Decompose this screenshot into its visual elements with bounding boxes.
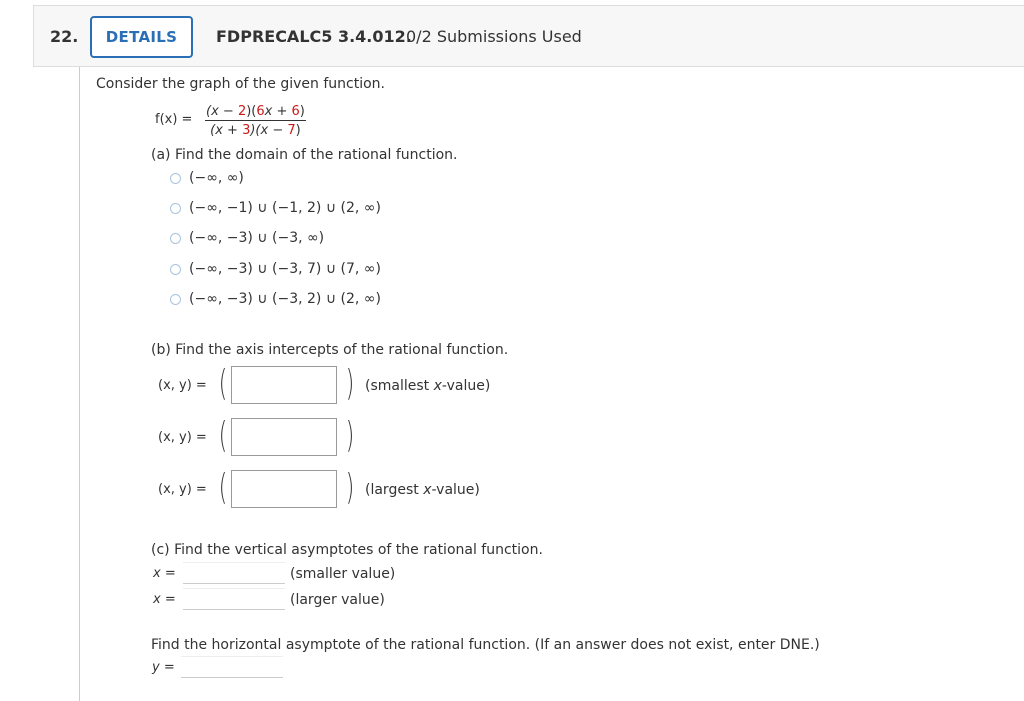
part-a-label: (a) Find the domain of the rational function. (151, 147, 458, 163)
intercept-2-label: (x, y) = (158, 430, 207, 445)
domain-option-2[interactable]: (−∞, −1) ∪ (−1, 2) ∪ (2, ∞) (189, 200, 381, 216)
intercept-3-note: (largest x-value) (365, 482, 480, 498)
intercept-3-label: (x, y) = (158, 482, 207, 497)
part-c-label: (c) Find the vertical asymptotes of the rational function. (151, 542, 543, 558)
intercept-1-note: (smallest x-value) (365, 378, 491, 394)
intercept-2-close-paren: ) (345, 415, 355, 456)
horizontal-asymptote-input[interactable] (181, 656, 283, 678)
intercept-3-close-paren: ) (345, 467, 355, 508)
details-button[interactable]: DETAILS (90, 16, 193, 58)
vertical-asymptote-2-note: (larger value) (290, 592, 385, 608)
function-fraction (205, 104, 306, 138)
vertical-asymptote-1-note: (smaller value) (290, 566, 396, 582)
vertical-asymptote-2-input[interactable] (183, 588, 285, 610)
domain-radio-5[interactable] (170, 294, 181, 305)
domain-option-3[interactable]: (−∞, −3) ∪ (−3, ∞) (189, 230, 325, 246)
function-denominator: (x + 3)(x − 7) (210, 123, 301, 138)
part-b-label: (b) Find the axis intercepts of the rational function. (151, 342, 509, 358)
domain-option-5[interactable]: (−∞, −3) ∪ (−3, 2) ∪ (2, ∞) (189, 291, 381, 307)
intercept-1-open-paren: ( (218, 363, 228, 404)
function-numerator: (x − 2)(6x + 6) (206, 104, 305, 119)
domain-radio-1[interactable] (170, 173, 181, 184)
intercept-1-close-paren: ) (345, 363, 355, 404)
content-left-border (79, 67, 80, 701)
domain-option-1[interactable]: (−∞, ∞) (189, 170, 244, 186)
question-number: 22. (50, 27, 79, 46)
submissions-count: 0/2 Submissions Used (406, 27, 582, 46)
intercept-1-label: (x, y) = (158, 378, 207, 393)
question-header (33, 5, 1024, 67)
vertical-asymptote-1-label: x = (153, 566, 176, 581)
horizontal-asymptote-lhs: y = (152, 660, 175, 675)
intercept-2-input[interactable] (231, 418, 337, 456)
domain-option-4[interactable]: (−∞, −3) ∪ (−3, 7) ∪ (7, ∞) (189, 261, 381, 277)
horizontal-asymptote-label: Find the horizontal asymptote of the rational function. (If an answer does not exist, enter DNE.) (151, 637, 820, 653)
domain-radio-3[interactable] (170, 233, 181, 244)
domain-radio-4[interactable] (170, 264, 181, 275)
prompt-text: Consider the graph of the given function. (96, 76, 385, 92)
intercept-2-open-paren: ( (218, 415, 228, 456)
vertical-asymptote-2-label: x = (153, 592, 176, 607)
intercept-3-input[interactable] (231, 470, 337, 508)
domain-radio-2[interactable] (170, 203, 181, 214)
question-code: FDPRECALC5 3.4.012. (216, 27, 412, 46)
vertical-asymptote-1-input[interactable] (183, 562, 285, 584)
function-label: f(x) = (155, 112, 193, 127)
intercept-3-open-paren: ( (218, 467, 228, 508)
intercept-1-input[interactable] (231, 366, 337, 404)
